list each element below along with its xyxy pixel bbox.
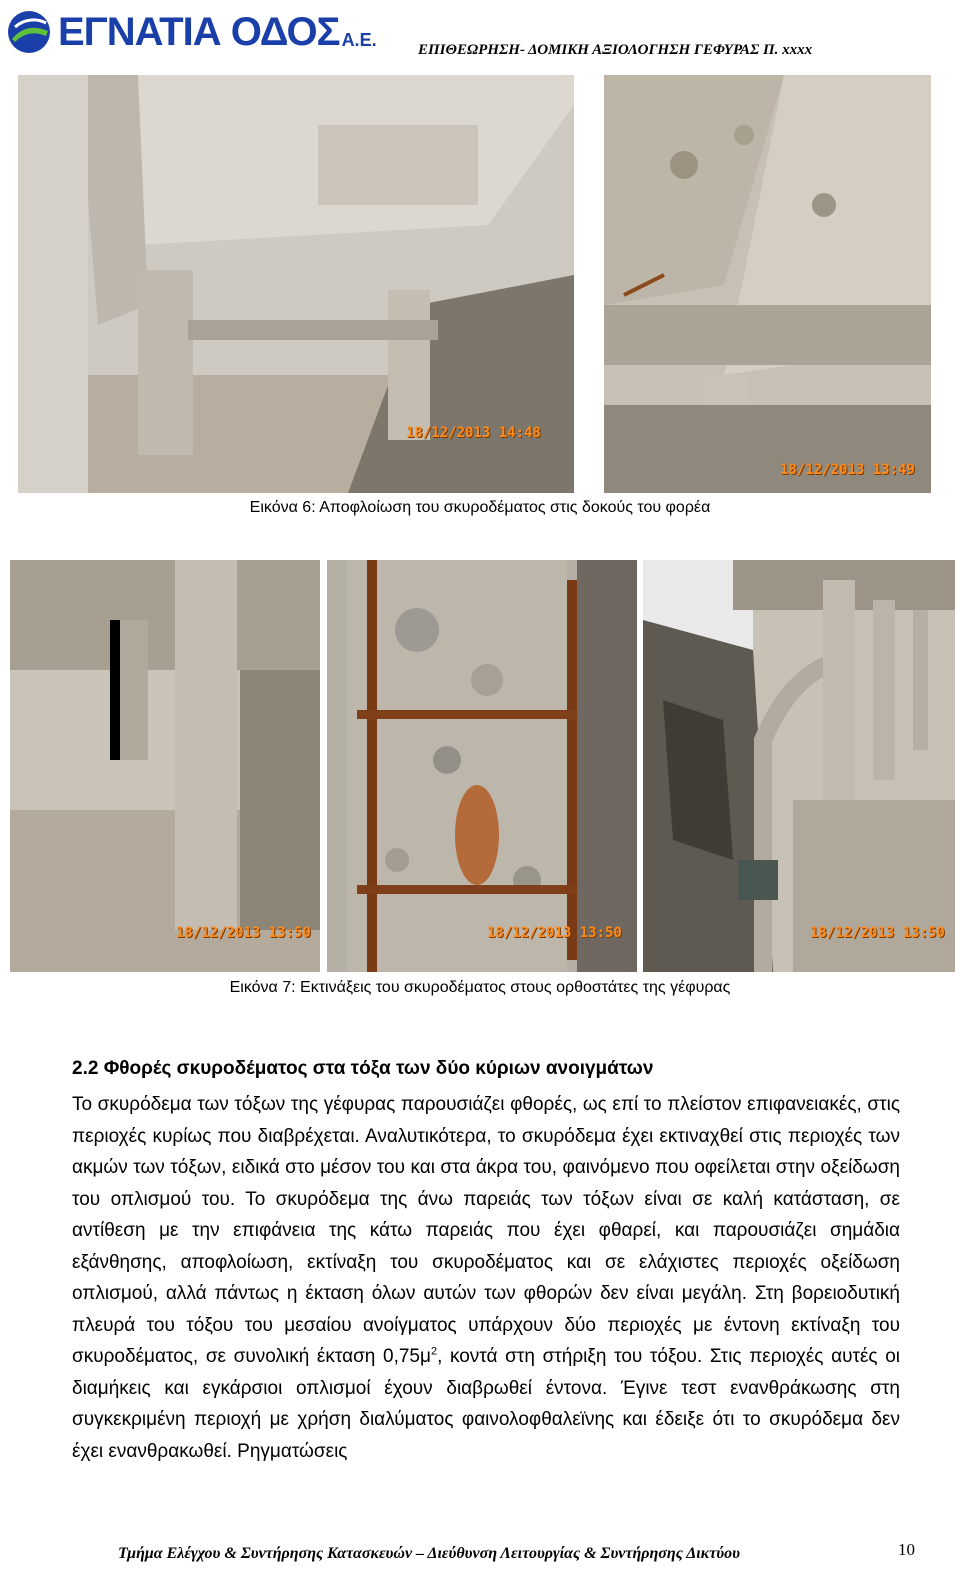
page-number: 10 [898, 1540, 915, 1559]
section-heading: 2.2 Φθορές σκυροδέματος στα τόξα των δύο κύριων ανοιγμάτων [72, 1058, 654, 1079]
photo-beams-underside-left [18, 75, 574, 493]
company-logo [6, 8, 377, 56]
photo-column-exposed-rebar [327, 560, 637, 972]
area-unit-superscript: 2 [430, 1345, 438, 1358]
document-title: ΕΠΙΘΕΩΡΗΣΗ- ΔΟΜΙΚΗ ΑΞΙΟΛΟΓΗΣΗ ΓΕΦΥΡΑΣ Π. xxxx [418, 42, 813, 58]
photo-timestamp: 18/12/2013 13:49 [780, 462, 915, 478]
photo-beam-spalling-right [604, 75, 931, 493]
paragraph-text-part-1: Το σκυρόδεμα των τόξων της γέφυρας παρουσιάζει φθορές, ως επί το πλείστον επιφανειακές, στις περιοχές κυρίως που διαβρέχεται. Αναλυτικότερα, το σκυρόδεμα έχει εκτιναχθεί στις περιοχές των ακμών των τόξων, ειδικά στο μέσον του και στα άκρα του, φαινόμενο που οφείλεται στην οξείδωση του οπλισμού του. Το σκυρόδεμα της άνω παρειάς των τόξων είναι σε καλή κατάσταση, σε αντίθεση με την επιφάνεια της κάτω παρειάς που έχει φθαρεί, και παρουσιάζει σημάδια εξάνθησης, αποφλοίωση, εκτίναξη του σκυροδέματος και σε ελάχιστες περιοχές οξείδωση οπλισμού, αλλά πάντως η έκταση όλων αυτών των φθορών δεν είναι μεγάλη. Στη βορειοδυτική πλευρά του τόξου του μεσαίου ανοίγματος υπάρχουν δύο περιοχές με έντονη εκτίναξη του σκυροδέματος, σε συνολική έκταση 0,75μ [72, 1094, 900, 1367]
section-paragraph [72, 1089, 900, 1467]
logo-emblem-icon [6, 9, 52, 55]
logo-text: ΕΓΝΑΤΙΑ ΟΔΟΣ [58, 10, 340, 54]
paragraph-text-part-2: , κοντά στη στήριξη του τόξου. Στις περιοχές αυτές οι διαμήκεις και εγκάρσιοι οπλισμοί έχουν διαβρωθεί έντονα. Έγινε τεστ ενανθράκωσης στη συγκεκριμένη περιοχή με χρήση διαλύματος φαινολοφθαλεϊνης και έδειξε ότι το σκυρόδεμα δεν έχει ενανθρακωθεί. Ρηγματώσεις [72, 1346, 901, 1462]
photo-timestamp: 18/12/2013 13:50 [487, 925, 622, 941]
photo-timestamp: 18/12/2013 13:50 [810, 925, 945, 941]
photo-column-left [10, 560, 320, 972]
photo-timestamp: 18/12/2013 14:48 [406, 425, 541, 441]
photo-timestamp: 18/12/2013 13:50 [176, 925, 311, 941]
logo-suffix: Α.Ε. [341, 29, 377, 50]
figure-6-caption: Εικόνα 6: Αποφλοίωση του σκυροδέματος στις δοκούς του φορέα [249, 499, 711, 516]
photo-arch-bridge-view [643, 560, 955, 972]
footer-department: Τμήμα Ελέγχου & Συντήρησης Κατασκευών – Διεύθυνση Λειτουργίας & Συντήρησης Δικτύου [118, 1545, 740, 1562]
figure-7-caption: Εικόνα 7: Εκτινάξεις του σκυροδέματος στους ορθοστάτες της γέφυρας [229, 979, 731, 996]
